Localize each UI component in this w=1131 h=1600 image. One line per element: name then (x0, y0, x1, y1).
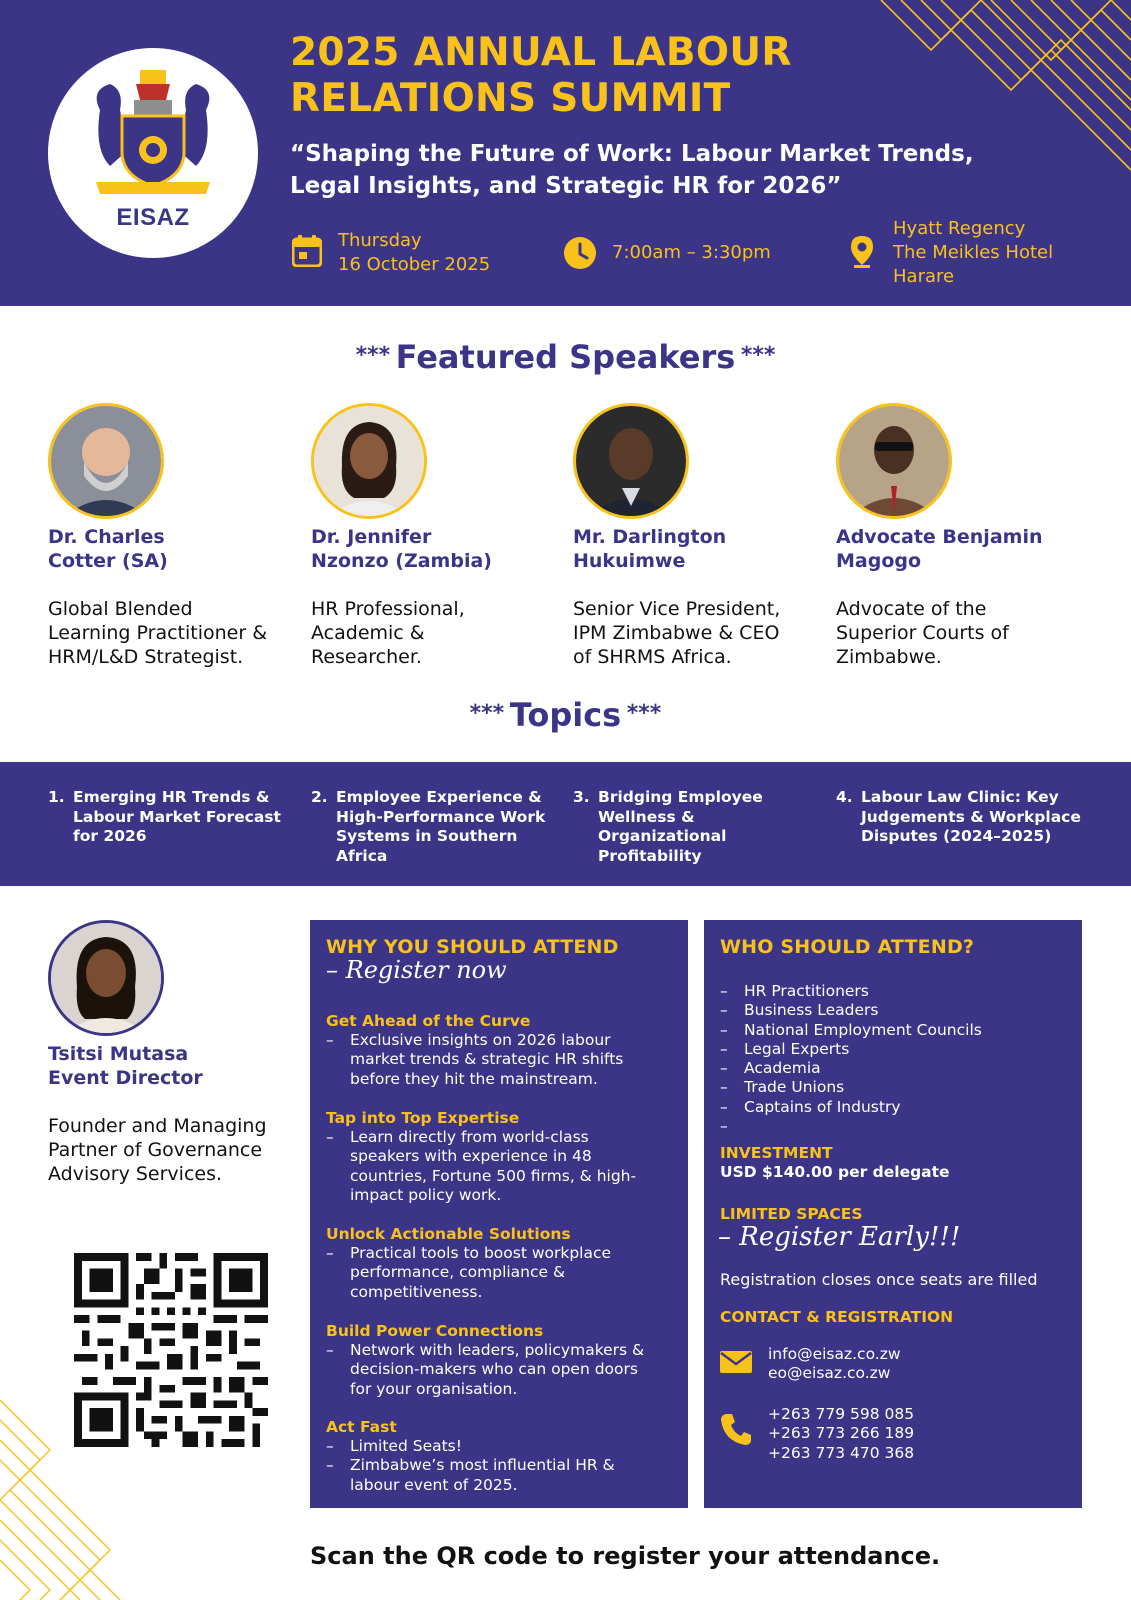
speaker-photo (48, 403, 164, 519)
benefit-block (326, 1322, 676, 1399)
audience-label: Business Leaders (744, 1001, 879, 1020)
phone-icon (720, 1412, 752, 1446)
event-director (48, 920, 308, 1186)
audience-item (720, 1040, 1070, 1059)
event-title (290, 30, 890, 122)
bullet-line: Learn directly from world-class (350, 1128, 589, 1146)
bullet-line: Exclusive insights on 2026 labour (350, 1031, 611, 1049)
topic-line: Africa (336, 846, 388, 865)
topic-number: 4. (836, 788, 853, 806)
date-full: 16 October 2025 (338, 254, 491, 275)
director-role-line: Event Director (48, 1067, 203, 1089)
date-day: Thursday (338, 230, 422, 251)
event-venue (893, 217, 1053, 289)
audience-item (720, 1098, 1070, 1117)
speaker-desc-line: Superior Courts of (836, 622, 1009, 644)
topic-line: Labour Law Clinic: Key (861, 788, 1059, 806)
audience-label: Captains of Industry (744, 1097, 901, 1116)
topic-line: Disputes (2024–2025) (861, 827, 1052, 845)
speaker-photo (836, 403, 952, 519)
speaker-name-line: Nzonzo (Zambia) (311, 550, 492, 572)
speaker-name-line: Magogo (836, 550, 922, 572)
speaker-desc-line: Global Blended (48, 598, 193, 620)
topic-text (73, 788, 303, 847)
heading-text: Featured Speakers (395, 338, 736, 376)
speaker-card (311, 403, 556, 669)
bullet-line: Network with leaders, policymakers & (350, 1341, 645, 1359)
audience-list (720, 982, 1070, 1136)
event-subtitle (290, 138, 1070, 202)
bullet-dash: – (326, 1031, 334, 1049)
topic-number: 2. (311, 788, 328, 806)
bullet-dash: – (326, 1456, 334, 1475)
venue-line: Harare (893, 266, 955, 287)
director-desc-line: Founder and Managing (48, 1115, 267, 1137)
speaker-desc-line: Academic & (311, 622, 425, 644)
audience-item (720, 982, 1070, 1001)
speaker-card (48, 403, 293, 669)
speaker-description (311, 597, 556, 669)
benefit-block (326, 1225, 676, 1302)
bullet-line: impact policy work. (350, 1185, 502, 1204)
eisaz-logo (48, 48, 258, 258)
bullet-dash: – (326, 1341, 334, 1359)
speaker-name-line: Hukuimwe (573, 550, 686, 572)
speaker-card (573, 403, 818, 669)
director-desc-line: Partner of Governance (48, 1139, 263, 1161)
header-banner (0, 0, 1131, 306)
contact-label: CONTACT & REGISTRATION (720, 1308, 954, 1326)
benefit-block (326, 1109, 676, 1205)
featured-speakers-heading (0, 338, 1131, 376)
bullet-line: labour event of 2025. (350, 1475, 518, 1494)
logo-text: EISAZ (116, 204, 190, 231)
clock-icon (563, 236, 597, 270)
bullet-dash: – (720, 1020, 728, 1039)
subtitle-line: Legal Insights, and Strategic HR for 2026” (290, 173, 842, 199)
bullet-dash: – (720, 1097, 728, 1116)
audience-label: HR Practitioners (744, 982, 869, 1000)
topic-line: Bridging Employee (598, 788, 763, 806)
bullet-line: countries, Fortune 500 firms, & high- (350, 1166, 637, 1185)
speaker-name-line: Cotter (SA) (48, 550, 168, 572)
bullet-dash: – (326, 1437, 334, 1455)
audience-item (720, 1001, 1070, 1020)
audience-item (720, 1059, 1070, 1078)
registration-closes-note: Registration closes once seats are filled (720, 1270, 1038, 1289)
audience-label: Academia (744, 1059, 821, 1078)
bullet-dash: – (326, 1128, 334, 1146)
title-line: 2025 ANNUAL LABOUR (290, 30, 792, 75)
topics-heading (0, 696, 1131, 734)
why-attend-title: WHY YOU SHOULD ATTEND (326, 936, 619, 958)
benefit-heading: Tap into Top Expertise (326, 1109, 520, 1127)
audience-label: Trade Unions (744, 1078, 845, 1097)
envelope-icon (720, 1351, 752, 1373)
speaker-name-line: Dr. Charles (48, 526, 165, 548)
speaker-desc-line: HR Professional, (311, 598, 465, 620)
email-link[interactable]: info@eisaz.co.zw (768, 1345, 901, 1363)
topic-line: Wellness & Organizational (598, 807, 727, 845)
speaker-name (836, 525, 1081, 573)
speaker-desc-line: Researcher. (311, 646, 422, 668)
investment-value: USD $140.00 per delegate (720, 1163, 950, 1181)
bullet-line: Zimbabwe’s most influential HR & (350, 1456, 615, 1475)
phone-number[interactable]: +263 773 470 368 (768, 1443, 915, 1462)
bullet-line: Practical tools to boost workplace (350, 1244, 612, 1262)
topic-line: for 2026 (73, 827, 147, 845)
speaker-description (48, 597, 293, 669)
bullet-dash: – (720, 1078, 728, 1097)
speaker-photo (311, 403, 427, 519)
investment-label: INVESTMENT (720, 1144, 833, 1162)
speaker-name-line: Mr. Darlington (573, 526, 727, 548)
topic-line: Profitability (598, 846, 702, 865)
speaker-description (573, 597, 818, 669)
speaker-desc-line: IPM Zimbabwe & CEO (573, 622, 780, 644)
speaker-desc-line: Zimbabwe. (836, 646, 942, 668)
topics-band (0, 762, 1131, 886)
director-name-line: Tsitsi Mutasa (48, 1043, 189, 1065)
heading-stars: *** (469, 701, 505, 726)
who-attend-panel (704, 920, 1082, 1508)
topic-text (598, 788, 828, 866)
phone-number[interactable]: +263 773 266 189 (768, 1424, 915, 1443)
benefit-bullet (326, 1437, 676, 1456)
audience-item (720, 1021, 1070, 1040)
director-photo (48, 920, 164, 1036)
benefit-bullet (326, 1031, 676, 1089)
calendar-icon (292, 235, 322, 267)
topic-number: 1. (48, 788, 65, 806)
topic-line: Systems in Southern (336, 827, 518, 845)
bullet-line: Limited Seats! (350, 1437, 462, 1455)
bullet-line: performance, compliance & (350, 1263, 566, 1282)
venue-line: Hyatt Regency (893, 218, 1026, 239)
bullet-dash: – (720, 1001, 728, 1020)
venue-line: The Meikles Hotel (893, 242, 1054, 263)
speaker-name (48, 525, 293, 573)
audience-item (720, 1078, 1070, 1097)
benefit-heading: Build Power Connections (326, 1322, 544, 1340)
speaker-name (311, 525, 556, 573)
register-now-script: – Register now (326, 956, 507, 984)
heading-stars: *** (626, 701, 662, 726)
bullet-dash: – (326, 1244, 334, 1262)
title-line: RELATIONS SUMMIT (290, 76, 731, 121)
audience-label: Legal Experts (744, 1039, 850, 1058)
heading-stars: *** (355, 343, 391, 368)
topic-text (336, 788, 566, 866)
bullet-dash: – (720, 982, 728, 1000)
topic-line: High-Performance Work (336, 807, 546, 826)
phone-number[interactable]: +263 779 598 085 (768, 1405, 915, 1423)
bullet-line: speakers with experience in 48 (350, 1147, 592, 1166)
benefit-block (326, 1418, 676, 1495)
decorative-lines (0, 1400, 140, 1600)
topic-line: Employee Experience & (336, 788, 542, 806)
speaker-desc-line: of SHRMS Africa. (573, 646, 732, 668)
event-date (338, 229, 490, 277)
speaker-desc-line: HRM/L&D Strategist. (48, 646, 244, 668)
who-attend-title: WHO SHOULD ATTEND? (720, 936, 975, 958)
director-desc-line: Advisory Services. (48, 1163, 223, 1185)
topic-number: 3. (573, 788, 590, 806)
bullet-line: market trends & strategic HR shifts (350, 1050, 624, 1069)
speaker-name (573, 525, 818, 573)
benefit-heading: Get Ahead of the Curve (326, 1012, 531, 1030)
speaker-desc-line: Learning Practitioner & (48, 622, 268, 644)
crest-emblem (90, 70, 216, 200)
topic-text (861, 788, 1091, 847)
audience-label: National Employment Councils (744, 1020, 982, 1039)
speaker-card (836, 403, 1081, 669)
bullet-dash: – (720, 1117, 728, 1136)
topic-line: Labour Market Forecast (73, 807, 281, 826)
contact-phones (768, 1405, 914, 1463)
director-description (48, 1114, 308, 1186)
event-time: 7:00am – 3:30pm (612, 242, 771, 263)
location-pin-icon (850, 235, 874, 269)
director-name (48, 1042, 308, 1090)
bullet-dash: – (720, 1059, 728, 1078)
email-link[interactable]: eo@eisaz.co.zw (768, 1364, 891, 1383)
speaker-name-line: Advocate Benjamin (836, 526, 1043, 548)
contact-emails (768, 1345, 901, 1384)
bullet-dash: – (720, 1039, 728, 1058)
topic-line: Emerging HR Trends & (73, 788, 270, 806)
subtitle-line: “Shaping the Future of Work: Labour Market Trends, (290, 141, 974, 167)
heading-stars: *** (740, 343, 776, 368)
benefit-heading: Act Fast (326, 1418, 397, 1436)
bullet-line: before they hit the mainstream. (350, 1069, 598, 1088)
speaker-description (836, 597, 1081, 669)
topic-line: Judgements & Workplace (861, 807, 1081, 826)
benefit-heading: Unlock Actionable Solutions (326, 1225, 571, 1243)
benefit-bullet (326, 1341, 676, 1399)
benefit-bullet (326, 1128, 676, 1205)
limited-spaces-label: LIMITED SPACES (720, 1205, 863, 1223)
benefit-block (326, 1012, 676, 1089)
speaker-photo (573, 403, 689, 519)
why-attend-panel (310, 920, 688, 1508)
bullet-line: decision-makers who can open doors (350, 1360, 638, 1379)
benefit-bullet (326, 1244, 676, 1302)
benefit-bullet (326, 1456, 676, 1495)
bullet-line: for your organisation. (350, 1379, 518, 1398)
speaker-name-line: Dr. Jennifer (311, 526, 432, 548)
scan-qr-instruction: Scan the QR code to register your attendance. (310, 1542, 941, 1570)
speaker-desc-line: Senior Vice President, (573, 598, 781, 620)
heading-text: Topics (509, 696, 622, 734)
bullet-line: competitiveness. (350, 1282, 483, 1301)
register-early-script: – Register Early!!! (718, 1222, 961, 1252)
speaker-desc-line: Advocate of the (836, 598, 987, 620)
